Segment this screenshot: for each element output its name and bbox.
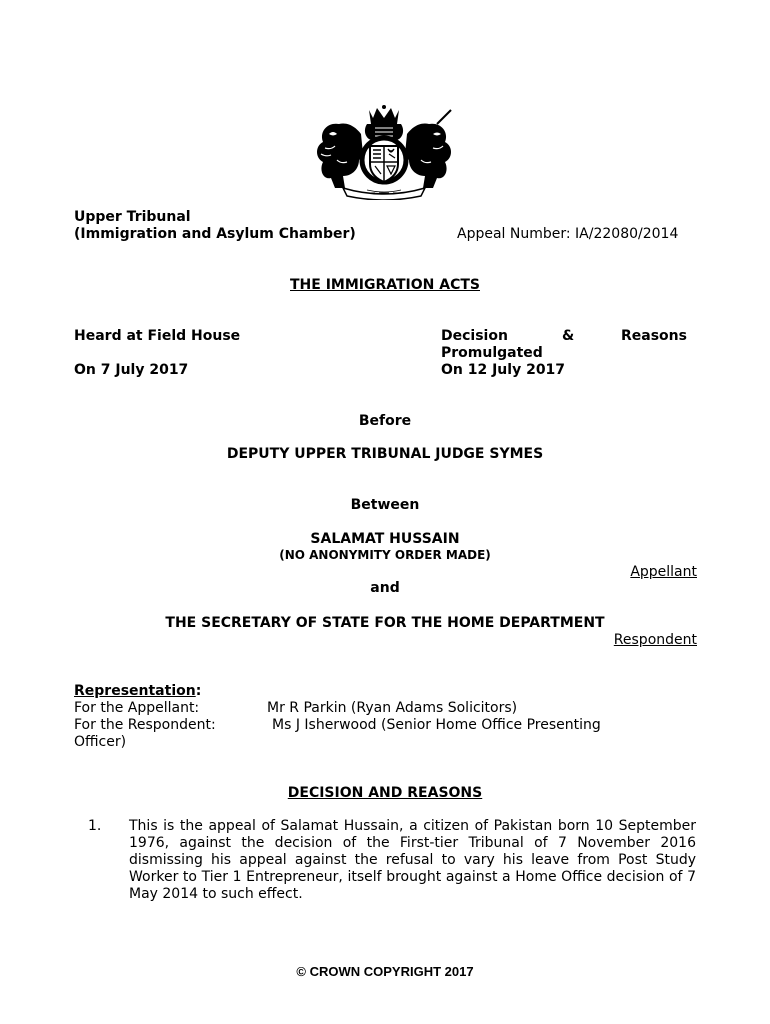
decision-title: DECISION AND REASONS [287, 785, 483, 801]
tribunal-name-line1: Upper Tribunal [74, 209, 191, 225]
before-label: Before [358, 413, 412, 429]
judge-name: DEPUTY UPPER TRIBUNAL JUDGE SYMES [226, 446, 544, 462]
representation-heading: Representation: [74, 683, 202, 699]
promulgated-label: Promulgated [441, 345, 543, 361]
appellant-role: Appellant [630, 564, 697, 580]
acts-title: THE IMMIGRATION ACTS [290, 277, 480, 293]
reasons-word: Reasons [621, 328, 687, 344]
appeal-number: Appeal Number: IA/22080/2014 [457, 226, 679, 242]
decision-word: Decision [441, 328, 508, 344]
paragraph-text: This is the appeal of Salamat Hussain, a citizen of Pakistan born 10 September 1976, against the decision of the First-tier Tribunal of 7 November 2016 dismissing his appeal against the refusal to vary his leave from Post Study Worker to Tier 1 Entrepreneur, itself brought against a Home Office decision of 7 May 2014 to such effect. [129, 818, 696, 902]
respondent-rep-value-cont: Officer) [74, 734, 127, 750]
between-label: Between [350, 497, 420, 513]
footer-copyright: © CROWN COPYRIGHT 2017 [296, 964, 474, 979]
and-label: and [370, 580, 400, 596]
appellant-rep-value: Mr R Parkin (Ryan Adams Solicitors) [267, 700, 518, 716]
respondent-rep-label: For the Respondent: [74, 717, 216, 733]
appellant-rep-label: For the Appellant: [74, 700, 200, 716]
respondent-name: THE SECRETARY OF STATE FOR THE HOME DEPARTMENT [165, 615, 605, 631]
promulgated-date: On 12 July 2017 [441, 362, 566, 378]
paragraph-number: 1. [88, 818, 102, 834]
heard-on-date: On 7 July 2017 [74, 362, 189, 378]
royal-coat-of-arms-emblem [309, 104, 459, 200]
decision-ampersand: & [562, 328, 575, 344]
appellant-name: SALAMAT HUSSAIN [310, 531, 460, 547]
respondent-rep-value: Ms J Isherwood (Senior Home Office Presenting [272, 717, 601, 733]
respondent-role: Respondent [613, 632, 697, 648]
heard-at: Heard at Field House [74, 328, 241, 344]
tribunal-name-line2: (Immigration and Asylum Chamber) [74, 226, 356, 242]
anonymity-note: (NO ANONYMITY ORDER MADE) [279, 548, 491, 562]
